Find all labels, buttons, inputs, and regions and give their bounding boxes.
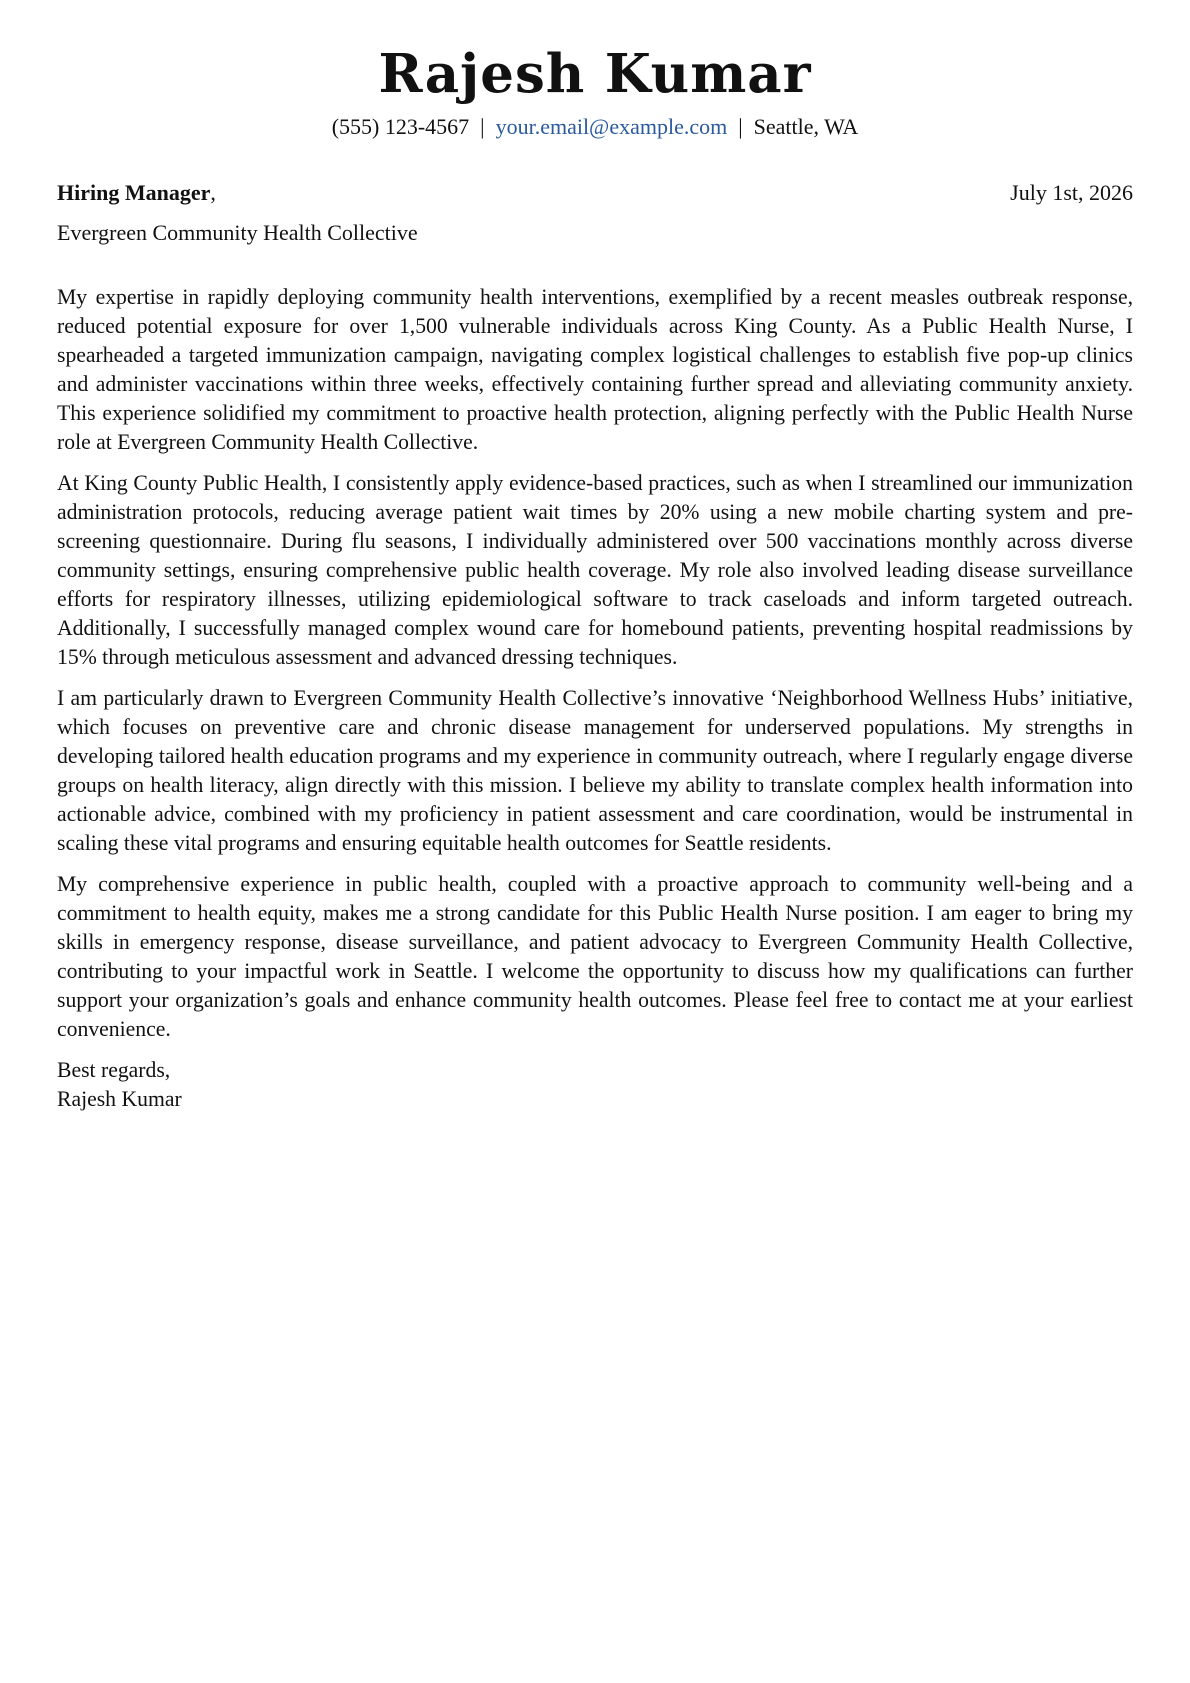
email-link[interactable]: your.email@example.com <box>495 114 728 139</box>
phone-number: (555) 123-4567 <box>331 114 470 139</box>
closing-salutation: Best regards, <box>57 1058 171 1082</box>
closing-block <box>57 1056 1133 1114</box>
recipient-organization: Evergreen Community Health Collective <box>57 220 418 245</box>
letter-body <box>57 283 1133 1114</box>
contact-separator: | <box>480 114 485 139</box>
contact-separator: | <box>738 114 743 139</box>
body-paragraph-4: My comprehensive experience in public health, coupled with a proactive approach to community well-being and a commitment to health equity, makes me a strong candidate for this Public Health Nurse position. I am eager to bring my skills in emergency response, disease surveillance, and patient advocacy to Evergreen Community Health Collective, contributing to your impactful work in Seattle. I welcome the opportunity to discuss how my qualifications can further support your organization’s goals and enhance community health outcomes. Please feel free to contact me at your earliest convenience. <box>57 872 1133 1041</box>
recipient-title-comma: , <box>210 180 216 205</box>
body-paragraph-1: My expertise in rapidly deploying community health interventions, exemplified by a recent measles outbreak response, reduced potential exposure for over 1,500 vulnerable individuals across King County. As a Public Health Nurse, I spearheaded a targeted immunization campaign, navigating complex logistical challenges to establish five pop-up clinics and administer vaccinations within three weeks, effectively containing further spread and alleviating community anxiety. This experience solidified my commitment to proactive health protection, aligning perfectly with the Public Health Nurse role at Evergreen Community Health Collective. <box>57 285 1133 454</box>
closing-signature: Rajesh Kumar <box>57 1087 182 1111</box>
recipient-title <box>57 180 216 205</box>
location: Seattle, WA <box>753 114 859 139</box>
body-paragraph-2: At King County Public Health, I consistently apply evidence-based practices, such as when I streamlined our immunization administration protocols, reducing average patient wait times by 20% using a new mobile charting system and pre-screening questionnaire. During flu seasons, I individually administered over 500 vaccinations monthly across diverse community settings, ensuring comprehensive public health coverage. My role also involved leading disease surveillance efforts for respiratory illnesses, utilizing epidemiological software to track caseloads and inform targeted outreach. Additionally, I successfully managed complex wound care for homebound patients, preventing hospital readmissions by 15% through meticulous assessment and advanced dressing techniques. <box>57 471 1133 669</box>
body-paragraph-3: I am particularly drawn to Evergreen Community Health Collective’s innovative ‘Neighborhood Wellness Hubs’ initiative, which focuses on preventive care and chronic disease management for underserved populations. My strengths in developing tailored health education programs and my experience in community outreach, where I regularly engage diverse groups on health literacy, align directly with this mission. I believe my ability to translate complex health information into actionable advice, combined with my proficiency in patient assessment and care coordination, would be instrumental in scaling these vital programs and ensuring equitable health outcomes for Seattle residents. <box>57 686 1133 855</box>
recipient-row <box>57 179 1133 207</box>
applicant-name: Rajesh Kumar <box>378 43 812 105</box>
letter-date: July 1st, 2026 <box>1010 180 1133 205</box>
recipient-title-text: Hiring Manager <box>57 180 211 205</box>
contact-line <box>57 113 1133 141</box>
